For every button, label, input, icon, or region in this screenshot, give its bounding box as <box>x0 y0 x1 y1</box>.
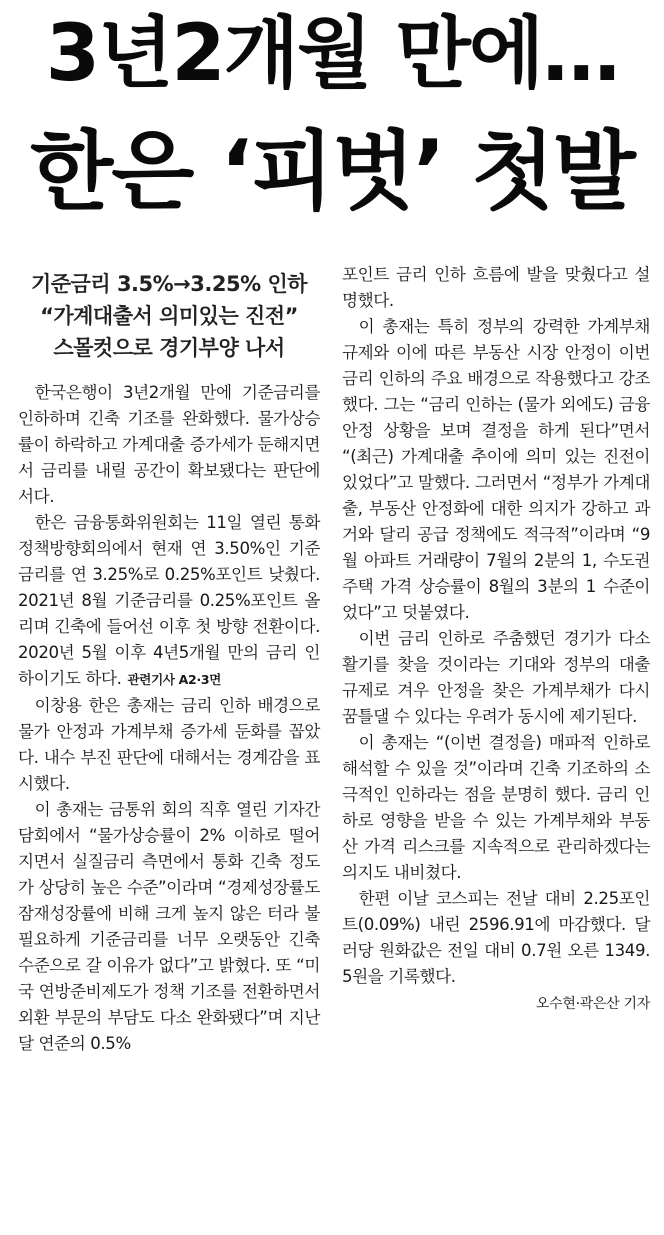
article-paragraph: 이번 금리 인하로 주춤했던 경기가 다소 활기를 찾을 것이라는 기대와 정부의 대출 규제로 겨우 안정을 찾은 가계부채가 다시 꿈틀댈 수 있다는 우려가 동시에 제기된다. <box>342 629 650 726</box>
article-paragraph-continued: 포인트 금리 인하 흐름에 발을 맞췄다고 설명했다. <box>342 265 650 310</box>
left-column <box>18 262 320 1057</box>
article-paragraph: 이창용 한은 총재는 금리 인하 배경으로 물가 안정과 가계부채 증가세 둔화를 꼽았다. 내수 부진 판단에 대해서는 경계감을 표시했다. <box>18 696 320 793</box>
article-paragraph: 이 총재는 “(이번 결정을) 매파적 인하로 해석할 수 있을 것”이라며 긴축 기조하의 소극적인 인하라는 점을 분명히 했다. 금리 인하로 영향을 받을 수 있는 가계부채와 부동산 가격 리스크를 지속적으로 관리하겠다는 의지도 내비쳤다. <box>342 733 650 882</box>
paragraph-text: 한은 금융통화위원회는 11일 열린 통화정책방향회의에서 현재 연 3.50%인 기준금리를 연 3.25%로 0.25%포인트 낮췄다. 2021년 8월 기준금리를 0.25%포인트 올리며 긴축에 들어선 이후 첫 방향 전환이다. 2020년 5월 이후 4년5개월 만의 금리 인하이기도 하다. <box>18 513 320 688</box>
byline: 오수현·곽은산 기자 <box>535 996 650 1012</box>
article-paragraph <box>18 510 320 693</box>
subhead-3: 스몰컷으로 경기부양 나서 <box>53 336 285 360</box>
article-paragraph: 이 총재는 특히 정부의 강력한 가계부채 규제와 이에 따른 부동산 시장 안정이 이번 금리 인하의 주요 배경으로 작용했다고 강조했다. 그는 “금리 인하는 (물가 외에도) 금융 안정 상황을 보며 결정을 하게 된다”면서 “(최근) 가계대출 추이에 의미 있는 진전이 있었다”고 말했다. 그러면서 “정부가 가계대출, 부동산 안정화에 대한 의지가 강하고 과거와 달리 공급 정책에도 적극적”이라며 “9월 아파트 거래량이 7월의 2분의 1, 수도권 주택 가격 상승률이 8월의 3분의 1 수준이었다”고 덧붙였다. <box>342 317 650 622</box>
article-paragraph: 한국은행이 3년2개월 만에 기준금리를 인하하며 긴축 기조를 완화했다. 물가상승률이 하락하고 가계대출 증가세가 둔해지면서 금리를 내릴 공간이 확보됐다는 판단에서다. <box>18 383 320 506</box>
headline-line-2: 한은 ‘피벗’ 첫발 <box>30 122 634 222</box>
article-paragraph: 이 총재는 금통위 회의 직후 열린 기자간담회에서 “물가상승률이 2% 이하로 떨어지면서 실질금리 측면에서 통화 긴축 정도가 상당히 높은 수준”이라며 “경제성장률도 잠재성장률에 비해 크게 높지 않은 터라 불필요하게 기준금리를 너무 오랫동안 긴축 수준으로 갈 이유가 없다”고 밝혔다. 또 “미국 연방준비제도가 정책 기조를 전환하면서 외환 부문의 부담도 다소 완화됐다”며 지난달 연준의 0.5% <box>18 800 320 1053</box>
subhead-2: “가계대출서 의미있는 진전” <box>40 304 298 328</box>
subhead-block <box>18 268 320 364</box>
right-column <box>342 262 650 1016</box>
subhead-1: 기준금리 3.5%→3.25% 인하 <box>30 272 308 296</box>
related-articles-note: 관련기사 A2·3면 <box>127 672 222 687</box>
article-paragraph: 한편 이날 코스피는 전날 대비 2.25포인트(0.09%) 내린 2596.91에 마감했다. 달러당 원화값은 전일 대비 0.7원 오른 1349.5원을 기록했다. <box>342 889 650 986</box>
headline-line-1: 3년2개월 만에… <box>45 9 619 99</box>
